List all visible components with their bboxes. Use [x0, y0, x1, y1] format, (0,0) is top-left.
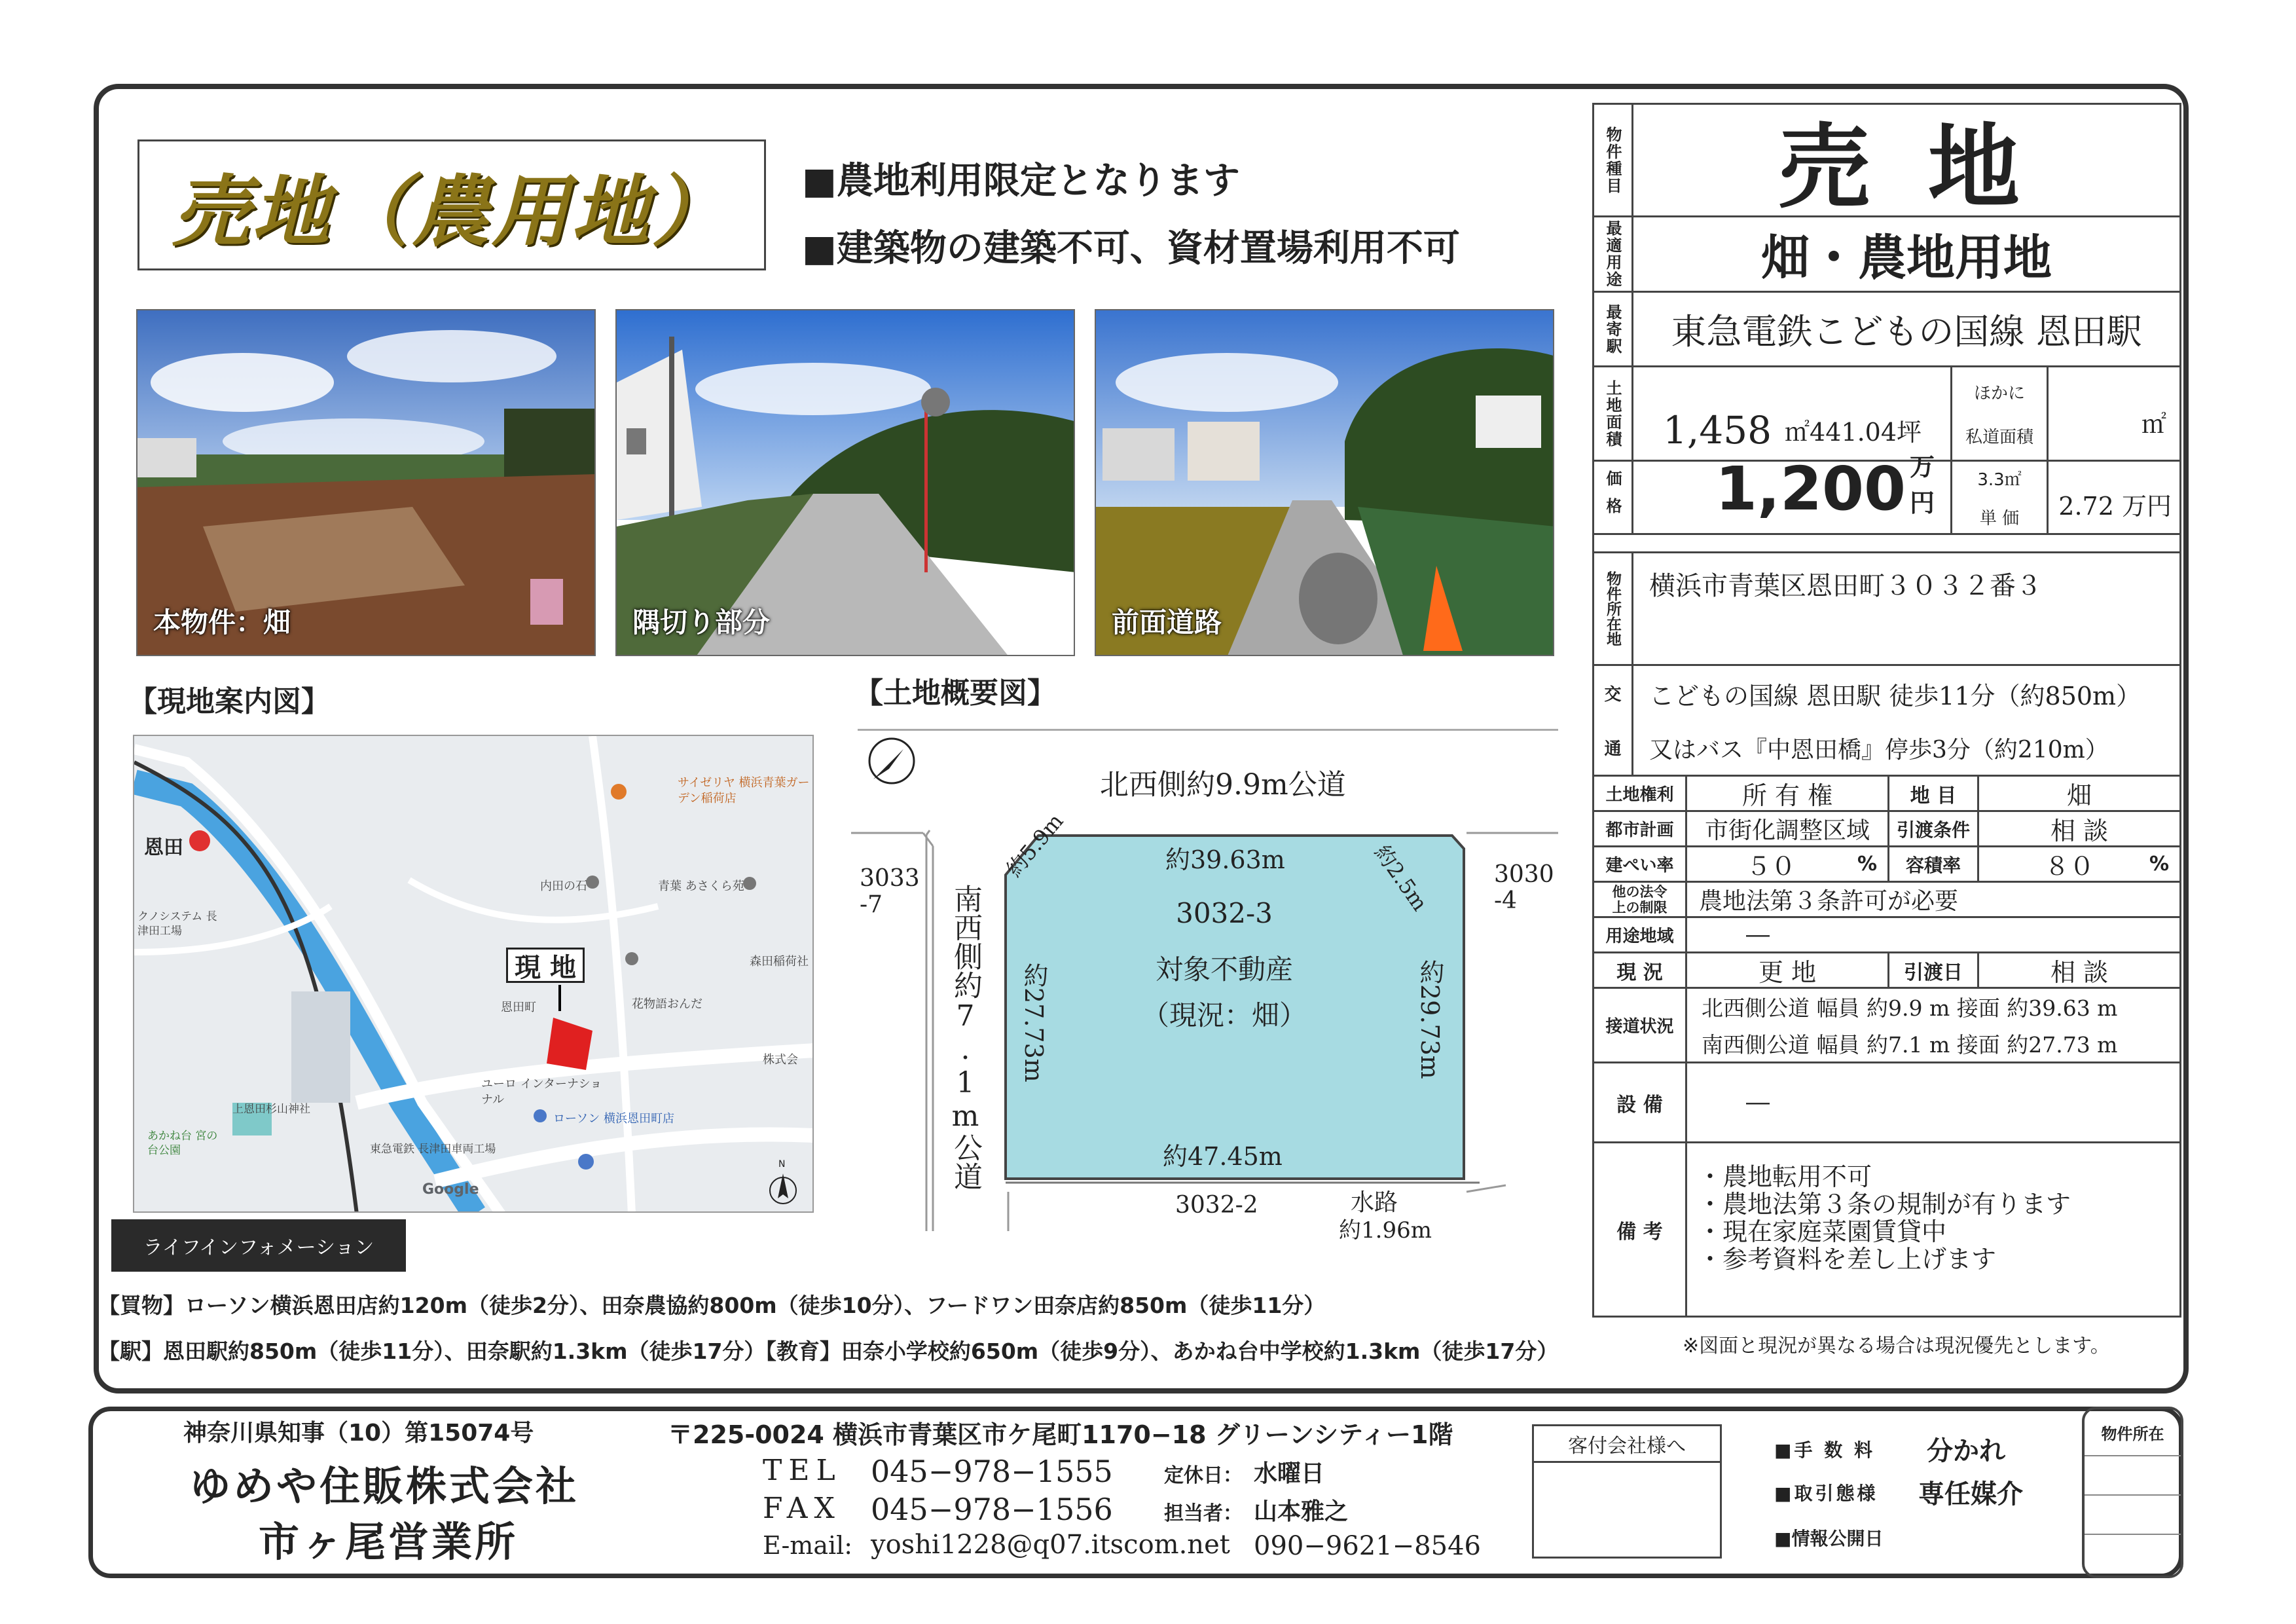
- spec-remark-1: ・農地転用不可: [1698, 1162, 1872, 1191]
- neighbor-bottom-label: 3032-2: [1175, 1192, 1258, 1219]
- spec-bcr-label-cell: [1592, 845, 1687, 883]
- spec-road-cell: [1685, 987, 2181, 1063]
- spec-far-label: 容積率: [1905, 854, 1961, 876]
- map-place-uchida: 内田の石: [540, 879, 587, 893]
- spec-unit-price: 2.72 万円: [2058, 492, 2172, 521]
- spec-location-label-cell: [1592, 551, 1633, 666]
- photo-label-corner-cut: 隅切り部分: [632, 606, 771, 638]
- company-branch: 市ヶ尾営業所: [259, 1518, 519, 1566]
- map-place-morita: 森田稲荷社: [750, 955, 809, 969]
- spec-access-label-cell: [1592, 664, 1633, 777]
- agent-box: [1532, 1424, 1722, 1559]
- side-box-row: [2085, 1456, 2181, 1496]
- spec-access1: こどもの国線 恩田駅 徒歩11分（約850m）: [1649, 682, 2141, 710]
- company-holiday: 水曜日: [1254, 1460, 1325, 1487]
- agent-box-label: 客付会社様へ: [1568, 1434, 1686, 1458]
- map-place-euro: ユーロ インターナショナル: [481, 1077, 602, 1107]
- spec-current-label-cell: [1592, 951, 1687, 989]
- spec-zone-label-cell: [1592, 916, 1687, 953]
- spec-access2: 又はバス『中恩田橋』停歩3分（約210m）: [1649, 737, 2109, 764]
- company-name: ゆめや住販株式会社: [190, 1462, 579, 1510]
- map-google-logo: Google: [422, 1181, 479, 1198]
- lot-status: （現況：畑）: [1141, 999, 1307, 1031]
- spec-city-label: 都市計画: [1605, 821, 1674, 840]
- spec-handover-cond-label: 引渡条件: [1896, 819, 1970, 841]
- spec-chimoku-label-cell: [1887, 775, 1979, 812]
- spec-city-value: 市街化調整区域: [1704, 817, 1870, 844]
- spec-zone-label: 用途地域: [1605, 927, 1674, 946]
- spec-access-label1: 交: [1604, 685, 1622, 705]
- spec-unit-label1: 3.3㎡: [1977, 470, 2022, 490]
- life-info-badge-label: ライフインフォメーション: [143, 1236, 374, 1259]
- map-heading: 【現地案内図】: [128, 685, 330, 718]
- map-place-park: あかね台 宮の台公園: [147, 1130, 218, 1157]
- spec-remark-4: ・参考資料を差し上げます: [1698, 1245, 1997, 1274]
- life-shopping: 【買物】ローソン横浜恩田店約120m（徒歩2分）、田奈農協約800m（徒歩10分）、フードワン田奈店約850m（徒歩11分）: [98, 1293, 1326, 1318]
- tel-label: TEL: [763, 1454, 842, 1487]
- spec-bcr-value: ５０: [1746, 852, 1796, 881]
- deal-label: ■取引態様: [1774, 1483, 1878, 1504]
- company-email-link[interactable]: yoshi1228@q07.itscom.net: [871, 1530, 1230, 1560]
- waterway-label: 水路: [1351, 1189, 1398, 1216]
- spec-far-cell: [1977, 845, 2181, 883]
- spec-price-unit: 万円: [1910, 452, 1935, 517]
- map-station-label: 恩田: [144, 836, 183, 859]
- side-box: [2082, 1407, 2183, 1578]
- spec-station-label-cell: [1592, 291, 1633, 367]
- location-map: [133, 735, 814, 1213]
- spec-bcr-pct: %: [1857, 853, 1877, 876]
- spec-rights-label-cell: [1592, 775, 1687, 812]
- company-staff: 山本雅之: [1254, 1498, 1349, 1525]
- spec-other-label-cell: [1592, 881, 1687, 918]
- spec-station-label: 最寄駅: [1603, 303, 1622, 355]
- title-box: [137, 139, 766, 270]
- spec-road-label-cell: [1592, 987, 1687, 1063]
- spec-type-value: 売 地: [1778, 115, 2033, 221]
- spec-price-cell: [1631, 452, 1952, 535]
- spec-remarks-label-cell: [1592, 1141, 1687, 1318]
- spec-unit-label2: 単 価: [1979, 508, 2020, 528]
- spec-zone-cell: [1685, 916, 2181, 953]
- spec-road-label: 接道状況: [1605, 1017, 1674, 1037]
- land-heading: 【土地概要図】: [854, 676, 1056, 710]
- fee-value: 分かれ: [1927, 1436, 2005, 1466]
- spec-handover-cond-cell: [1977, 810, 2181, 847]
- life-station-education: 【駅】恩田駅約850m（徒歩11分）、田奈駅約1.3km（徒歩17分）【教育】田奈小学校約650m（徒歩9分）、あかね台中学校約1.3km（徒歩17分）: [98, 1338, 1559, 1364]
- side-box-row: [2085, 1496, 2181, 1535]
- lot-corner-left-dim: 約5.9m: [1001, 809, 1068, 882]
- spec-use-value: 畑・農地用地: [1761, 230, 2052, 286]
- lot-corner-right-dim: 約2.5m: [1369, 840, 1433, 916]
- spec-bcr-cell: [1685, 845, 1889, 883]
- pubdate-label: ■情報公開日: [1774, 1528, 1884, 1549]
- lot-name: 対象不動産: [1155, 953, 1293, 986]
- spec-area-label: 土地面積: [1603, 379, 1622, 448]
- photo-label-field: 本物件：畑: [153, 606, 291, 638]
- spec-unit-price-cell: [2047, 460, 2181, 535]
- spec-other-cell: [1685, 881, 2181, 918]
- side-box-label: 物件所在: [2101, 1424, 2164, 1443]
- map-place-company: 株式会: [763, 1053, 798, 1067]
- spec-handover-label: 引渡日: [1904, 961, 1963, 984]
- map-site-label: 現 地: [506, 948, 585, 983]
- spec-current-cell: [1685, 951, 1889, 989]
- spec-private-road-cell: [2047, 365, 2181, 462]
- north-arrow-icon: [768, 1168, 798, 1208]
- spec-city-label-cell: [1592, 810, 1687, 847]
- spec-area-tsubo: ㎡441.04坪: [1785, 418, 1922, 447]
- spec-area-label-cell: [1592, 365, 1633, 462]
- spec-handover-cond-label-cell: [1887, 810, 1979, 847]
- map-place-asakura: 青葉 あさくら苑: [658, 879, 744, 893]
- photo-label-front-road: 前面道路: [1112, 606, 1222, 638]
- spec-facility-label: 設 備: [1616, 1093, 1663, 1116]
- spec-price-label: 価格: [1603, 470, 1622, 525]
- spec-current-value: 更 地: [1758, 958, 1817, 987]
- life-info-badge: [111, 1219, 406, 1272]
- deal-value: 専任媒介: [1918, 1479, 2023, 1509]
- spec-other-value: 農地法第３条許可が必要: [1699, 888, 1959, 915]
- neighbor-right-label: 3030 -4: [1494, 861, 1554, 914]
- spec-remarks-cell: [1685, 1141, 2181, 1318]
- spec-area-m2: 1,458: [1663, 407, 1772, 452]
- agent-box-header: [1534, 1426, 1720, 1463]
- company-mobile: 090−9621−8546: [1254, 1531, 1481, 1561]
- spec-location-cell: [1631, 551, 2181, 666]
- spec-private-road-label2: 私道面積: [1965, 427, 2033, 447]
- road-nw-label: 北西側約9.9m公道: [1100, 768, 1346, 802]
- spec-zone-value: ―: [1746, 921, 1770, 948]
- spec-private-road-label1: ほかに: [1973, 383, 2025, 403]
- photo-field: [136, 309, 596, 656]
- spec-location-value: 横浜市青葉区恩田町３０３２番３: [1649, 571, 2042, 601]
- side-box-header: [2085, 1409, 2181, 1456]
- spec-price-value: 1,200: [1715, 454, 1906, 524]
- spec-rights-label: 土地権利: [1605, 785, 1674, 805]
- spec-facility-value: ―: [1746, 1089, 1770, 1116]
- land-diagram-rule: [858, 729, 1558, 731]
- email-label: E-mail:: [763, 1531, 853, 1560]
- fee-label: ■手 数 料: [1774, 1439, 1875, 1461]
- lot-bottom-dim: 約47.45m: [1163, 1142, 1283, 1171]
- spec-far-label-cell: [1887, 845, 1979, 883]
- lot-id: 3032-3: [1176, 897, 1273, 929]
- spec-access-cell: [1631, 664, 2181, 777]
- spec-price-label-cell: [1592, 460, 1633, 535]
- company-license: 神奈川県知事（10）第15074号: [183, 1420, 534, 1447]
- map-place-shrine: 上恩田杉山神社: [232, 1103, 310, 1116]
- spec-far-value: ８０: [2045, 852, 2095, 881]
- spec-private-road-unit: ㎡: [2141, 410, 2166, 439]
- spec-rights-cell: [1685, 775, 1889, 812]
- company-tel: 045−978−1555: [871, 1454, 1113, 1489]
- spec-chimoku-label: 地 目: [1910, 784, 1957, 807]
- spec-access-label2: 通: [1604, 739, 1622, 759]
- spec-handover-label-cell: [1887, 951, 1979, 989]
- spec-remark-3: ・現在家庭菜園賃貸中: [1698, 1217, 1947, 1246]
- map-place-hanamonogatari: 花物語おんだ: [632, 997, 702, 1011]
- fax-label: FAX: [763, 1492, 841, 1525]
- spec-rights-value: 所 有 権: [1741, 781, 1833, 810]
- spec-current-label: 現 況: [1616, 961, 1663, 984]
- life-disclaimer: ※図面と現況が異なる場合は現況優先とします。: [1683, 1335, 2110, 1357]
- spec-private-road-label-cell: [1950, 365, 2049, 462]
- spec-city-cell: [1685, 810, 1889, 847]
- spec-road2: 南西側公道 幅員 約7.1 m 接面 約27.73 m: [1702, 1031, 2118, 1058]
- spec-use-cell: [1631, 215, 2181, 293]
- spec-handover-cell: [1977, 951, 2181, 989]
- spec-remark-2: ・農地法第３条の規制が有ります: [1698, 1190, 2071, 1219]
- spec-station-value: 東急電鉄こどもの国線 恩田駅: [1671, 311, 2142, 352]
- spec-area-cell: [1631, 365, 1952, 462]
- map-graphic: [134, 736, 814, 1213]
- waterway-width: 約1.96m: [1339, 1217, 1432, 1244]
- spec-facility-cell: [1685, 1061, 2181, 1143]
- map-place-onda-cho: 恩田町: [501, 1001, 536, 1014]
- spec-other-label1: 他の法令: [1612, 883, 1667, 900]
- spec-handover-value: 相 談: [2050, 958, 2109, 987]
- notice-farmland-only: ■農地利用限定となります: [802, 160, 1240, 202]
- map-place-factory: クノシステム 長津田工場: [137, 910, 217, 938]
- spec-bcr-label: 建ぺい率: [1605, 856, 1674, 876]
- lot-left-dim: 約27.73m: [1019, 963, 1048, 1082]
- spec-road1: 北西側公道 幅員 約9.9 m 接面 約39.63 m: [1702, 995, 2118, 1022]
- spec-station-cell: [1631, 291, 2181, 367]
- spec-other-label2: 上の制限: [1612, 899, 1667, 915]
- road-sw-label: 南西側約7.1m公道: [949, 884, 982, 1190]
- neighbor-left-label: 3033 -7: [860, 865, 920, 918]
- spec-remarks-label: 備 考: [1616, 1220, 1663, 1244]
- spec-chimoku-value: 畑: [2066, 781, 2092, 810]
- spec-unit-label-cell: [1950, 460, 2049, 535]
- photo-front-road: [1095, 309, 1554, 656]
- spec-chimoku-cell: [1977, 775, 2181, 812]
- spec-type-cell: [1631, 103, 2181, 221]
- spec-location-label: 物件所在地: [1604, 571, 1621, 646]
- lot-top-dim: 約39.63m: [1165, 845, 1285, 874]
- notice-no-building: ■建築物の建築不可、資材置場利用不可: [802, 227, 1460, 270]
- staff-label: 担当者：: [1164, 1502, 1243, 1525]
- company-address: 〒225-0024 横浜市青葉区市ケ尾町1170−18 グリーンシティー1階: [668, 1420, 1453, 1449]
- north-letter: N: [778, 1159, 786, 1170]
- spec-facility-label-cell: [1592, 1061, 1687, 1143]
- map-place-lawson: ローソン 横浜恩田町店: [553, 1112, 675, 1126]
- holiday-label: 定休日：: [1164, 1464, 1243, 1487]
- lot-right-dim: 約29.73m: [1415, 959, 1444, 1079]
- map-place-depot: 東急電鉄 長津田車両工場: [370, 1143, 496, 1156]
- spec-use-label: 最適用途: [1603, 220, 1622, 288]
- spec-type-label-cell: [1592, 103, 1633, 217]
- spec-type-label: 物件種目: [1603, 126, 1622, 194]
- spec-use-label-cell: [1592, 215, 1633, 293]
- spec-far-pct: %: [2149, 853, 2169, 876]
- page-title: 売地（農用地）: [172, 166, 731, 257]
- map-place-saizeriya: サイゼリヤ 横浜青葉ガーデン稲荷店: [678, 776, 810, 805]
- spec-handover-cond-value: 相 談: [2050, 817, 2109, 845]
- company-fax: 045−978−1556: [871, 1492, 1113, 1527]
- photo-corner-cut: [615, 309, 1075, 656]
